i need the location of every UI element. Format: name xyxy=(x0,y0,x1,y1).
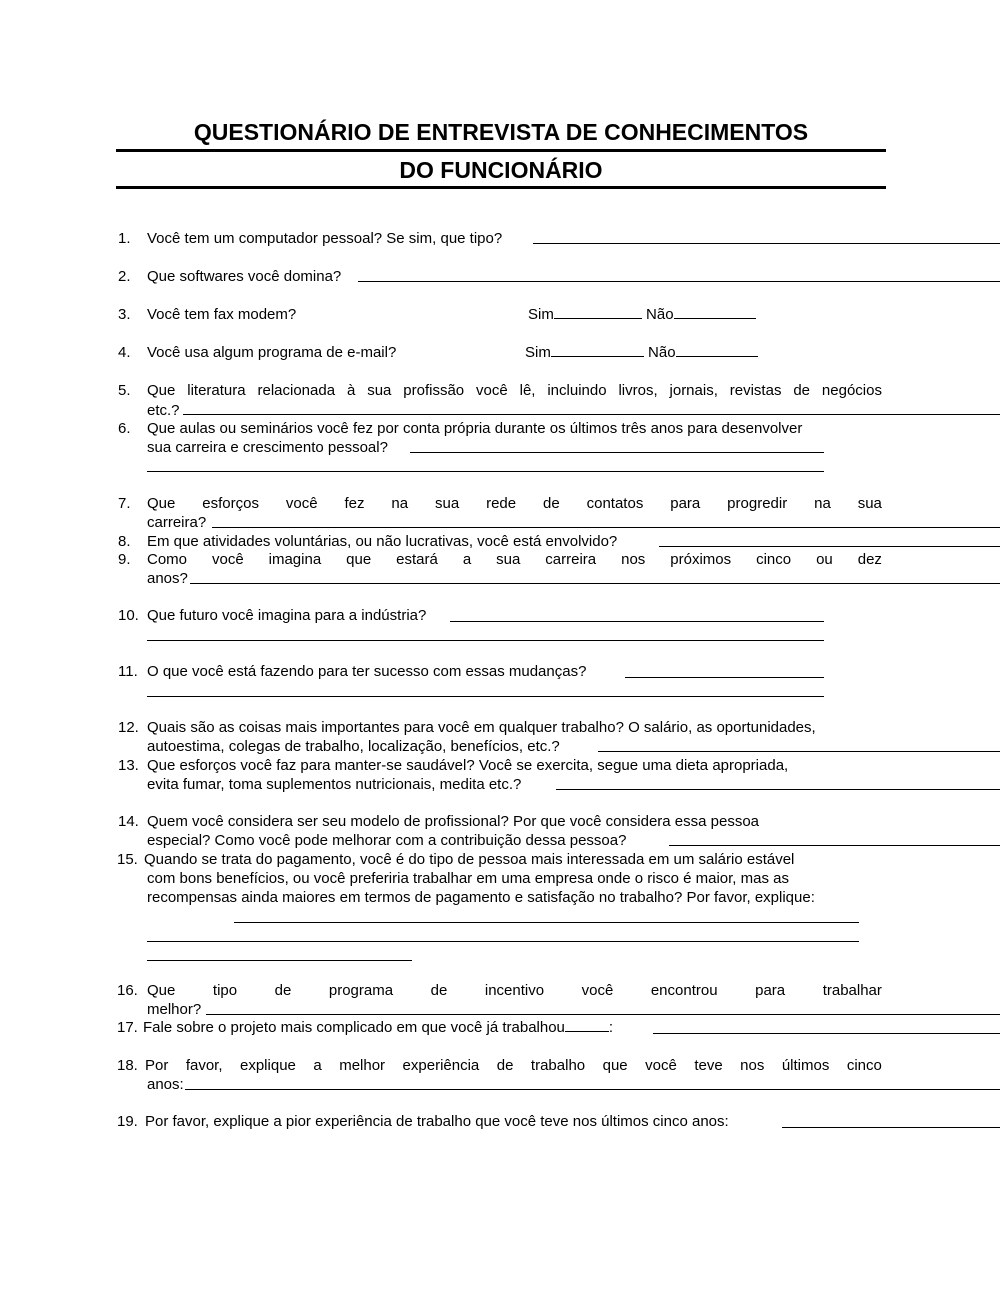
q7-word: na xyxy=(391,495,409,512)
question-4-number: 4. xyxy=(118,344,131,361)
page-title-line-1: QUESTIONÁRIO DE ENTREVISTA DE CONHECIMENTOS xyxy=(193,119,809,145)
answer-line-10b[interactable] xyxy=(147,640,824,641)
q9-word: sua xyxy=(496,551,521,568)
answer-line-10a[interactable] xyxy=(450,621,824,622)
question-1-text: Você tem um computador pessoal? Se sim, que tipo? xyxy=(147,230,503,247)
question-14-number: 14. xyxy=(118,813,139,830)
q7-word: rede xyxy=(486,495,517,512)
q5-word: lê, xyxy=(519,382,536,399)
question-17-text: Fale sobre o projeto mais complicado em que você já trabalhou xyxy=(143,1019,565,1036)
q18-word: Por xyxy=(145,1057,169,1074)
q9-word: a xyxy=(462,551,472,568)
q16-word: para xyxy=(755,982,786,999)
q7-word: sua xyxy=(434,495,460,512)
q5-word: profissão xyxy=(403,382,465,399)
q18-word: favor, xyxy=(185,1057,223,1074)
question-14-line-1: Quem você considera ser seu modelo de profissional? Por que você considera essa pessoa xyxy=(147,813,760,830)
q5-word: relacionada xyxy=(257,382,336,399)
q9-word: estará xyxy=(396,551,438,568)
question-18-line-2: anos: xyxy=(147,1076,184,1093)
question-10-text: Que futuro você imagina para a indústria? xyxy=(147,607,427,624)
q5-word: incluindo xyxy=(547,382,607,399)
question-17-line xyxy=(143,1018,613,1037)
answer-line-11b[interactable] xyxy=(147,696,824,697)
question-7-line-2: carreira? xyxy=(147,514,207,531)
answer-line-8[interactable] xyxy=(659,546,1000,547)
question-3-number: 3. xyxy=(118,306,131,323)
q5-word: jornais, xyxy=(669,382,718,399)
question-3-no-label: Não xyxy=(646,306,674,323)
q5-word: livros, xyxy=(618,382,658,399)
q9-word: nos xyxy=(621,551,646,568)
q5-word: negócios xyxy=(821,382,882,399)
question-12-number: 12. xyxy=(118,719,139,736)
q18-word: nos xyxy=(740,1057,765,1074)
q9-word: carreira xyxy=(545,551,597,568)
answer-line-16[interactable] xyxy=(206,1014,1000,1015)
answer-line-5[interactable] xyxy=(183,414,1000,415)
answer-line-11a[interactable] xyxy=(625,677,824,678)
q16-word: tipo xyxy=(212,982,238,999)
question-13-number: 13. xyxy=(118,757,139,774)
q16-word: encontrou xyxy=(650,982,718,999)
answer-line-15a[interactable] xyxy=(234,922,859,923)
question-8-text: Em que atividades voluntárias, ou não lucrativas, você está envolvido? xyxy=(147,533,618,550)
q16-word: de xyxy=(430,982,448,999)
q7-word: contatos xyxy=(586,495,644,512)
question-2-number: 2. xyxy=(118,268,131,285)
question-6-line-2: sua carreira e crescimento pessoal? xyxy=(147,439,388,456)
q18-word: cinco xyxy=(846,1057,882,1074)
question-9-number: 9. xyxy=(118,551,131,568)
q18-word: trabalho xyxy=(530,1057,586,1074)
q16-word: você xyxy=(581,982,614,999)
question-4-no-label: Não xyxy=(648,344,676,361)
q18-word: explique xyxy=(240,1057,296,1074)
question-11-number: 11. xyxy=(118,663,138,680)
question-15-line-2: com bons benefícios, ou você preferiria trabalhar em uma empresa onde o risco é maior, mas as xyxy=(147,870,789,887)
question-7-line-1 xyxy=(147,494,882,513)
title-rule-bottom xyxy=(116,186,886,189)
q5-word: Que xyxy=(147,382,176,399)
answer-line-6b[interactable] xyxy=(147,471,824,472)
q9-word: imagina xyxy=(268,551,322,568)
q9-word: que xyxy=(346,551,372,568)
question-14-line-2: especial? Como você pode melhorar com a contribuição dessa pessoa? xyxy=(147,832,627,849)
q7-word: esforços xyxy=(202,495,259,512)
question-17-colon: : xyxy=(608,1019,614,1036)
question-9-line-1 xyxy=(147,550,882,569)
q9-word: próximos xyxy=(670,551,732,568)
answer-line-15b[interactable] xyxy=(147,941,859,942)
question-12-line-1: Quais são as coisas mais importantes para você em qualquer trabalho? O salário, as oportunidades, xyxy=(147,719,816,736)
answer-line-19[interactable] xyxy=(782,1127,1000,1128)
q5-word: literatura xyxy=(187,382,246,399)
question-3-yes-blank[interactable] xyxy=(554,318,642,319)
answer-line-7[interactable] xyxy=(212,527,1000,528)
answer-line-13[interactable] xyxy=(556,789,1000,790)
answer-line-9[interactable] xyxy=(190,583,1000,584)
q5-word: à xyxy=(346,382,356,399)
q18-word: a xyxy=(313,1057,322,1074)
q16-word: trabalhar xyxy=(822,982,882,999)
answer-line-18[interactable] xyxy=(185,1089,1000,1090)
question-5-line-2: etc.? xyxy=(147,402,180,419)
q7-word: para xyxy=(670,495,701,512)
q18-word: que xyxy=(602,1057,628,1074)
question-4-no-blank[interactable] xyxy=(676,356,758,357)
q16-word: de xyxy=(274,982,292,999)
question-7-number: 7. xyxy=(118,495,131,512)
question-3-no-blank[interactable] xyxy=(674,318,756,319)
answer-line-2[interactable] xyxy=(358,281,1000,282)
q18-word: você xyxy=(645,1057,677,1074)
question-17-number: 17. xyxy=(117,1019,138,1036)
q16-word: incentivo xyxy=(484,982,545,999)
q16-word: Que xyxy=(147,982,176,999)
q7-word: Que xyxy=(147,495,176,512)
q18-word: últimos xyxy=(781,1057,830,1074)
question-10-number: 10. xyxy=(118,607,139,624)
question-19-text: Por favor, explique a pior experiência de trabalho que você teve nos últimos cinco anos: xyxy=(145,1113,729,1130)
question-16-number: 16. xyxy=(117,982,138,999)
q9-word: ou xyxy=(816,551,833,568)
question-4-text: Você usa algum programa de e-mail? xyxy=(147,344,397,361)
question-4-yes-option xyxy=(525,343,758,362)
question-13-line-2: evita fumar, toma suplementos nutricionais, medita etc.? xyxy=(147,776,522,793)
question-15-line-3: recompensas ainda maiores em termos de pagamento e satisfação no trabalho? Por favor, explique: xyxy=(147,889,815,906)
q18-word: melhor xyxy=(339,1057,386,1074)
answer-line-14[interactable] xyxy=(669,845,1000,846)
question-3-text: Você tem fax modem? xyxy=(147,306,297,323)
question-8-number: 8. xyxy=(118,533,131,550)
question-15-number: 15. xyxy=(117,851,138,868)
q16-word: programa xyxy=(328,982,394,999)
question-17-short-blank[interactable] xyxy=(565,1031,609,1032)
question-16-line-2: melhor? xyxy=(147,1001,202,1018)
answer-line-6a[interactable] xyxy=(410,452,824,453)
question-6-line-1: Que aulas ou seminários você fez por conta própria durante os últimos três anos para desenvolver xyxy=(147,420,803,437)
q5-word: sua xyxy=(367,382,392,399)
question-4-yes-label: Sim xyxy=(525,344,551,361)
question-3-yes-option xyxy=(528,305,756,324)
question-15-line-1: Quando se trata do pagamento, você é do tipo de pessoa mais interessada em um salário estável xyxy=(144,851,795,868)
q7-word: você xyxy=(285,495,318,512)
q18-word: experiência xyxy=(402,1057,480,1074)
q7-word: de xyxy=(543,495,560,512)
question-6-number: 6. xyxy=(118,420,131,437)
answer-line-15c[interactable] xyxy=(147,960,412,961)
q9-word: dez xyxy=(857,551,882,568)
question-11-text: O que você está fazendo para ter sucesso com essas mudanças? xyxy=(147,663,587,680)
question-13-line-1: Que esforços você faz para manter-se saudável? Você se exercita, segue uma dieta apropriada, xyxy=(147,757,789,774)
question-2-text: Que softwares você domina? xyxy=(147,268,342,285)
question-18-line-1 xyxy=(145,1056,882,1075)
question-5-number: 5. xyxy=(118,382,131,399)
q9-word: você xyxy=(211,551,244,568)
answer-line-12[interactable] xyxy=(598,751,1000,752)
q9-word: Como xyxy=(147,551,188,568)
question-4-yes-blank[interactable] xyxy=(551,356,644,357)
question-9-line-2: anos? xyxy=(147,570,188,587)
q9-word: cinco xyxy=(756,551,792,568)
question-5-line-1 xyxy=(147,381,882,400)
q7-word: progredir xyxy=(727,495,788,512)
q7-word: sua xyxy=(857,495,882,512)
q5-word: você xyxy=(476,382,508,399)
question-16-line-1 xyxy=(147,981,882,1000)
answer-line-1[interactable] xyxy=(533,243,1000,244)
question-18-number: 18. xyxy=(117,1057,138,1074)
q7-word: fez xyxy=(344,495,365,512)
title-rule-top xyxy=(116,149,886,152)
q5-word: revistas xyxy=(729,382,782,399)
q7-word: na xyxy=(814,495,831,512)
q18-word: de xyxy=(496,1057,514,1074)
q18-word: teve xyxy=(694,1057,723,1074)
page-title-line-2: DO FUNCIONÁRIO xyxy=(399,157,603,183)
question-19-number: 19. xyxy=(117,1113,138,1130)
question-1-number: 1. xyxy=(118,230,131,247)
question-12-line-2: autoestima, colegas de trabalho, localização, benefícios, etc.? xyxy=(147,738,560,755)
q5-word: de xyxy=(793,382,811,399)
answer-line-17[interactable] xyxy=(653,1033,1000,1034)
question-3-yes-label: Sim xyxy=(528,306,554,323)
